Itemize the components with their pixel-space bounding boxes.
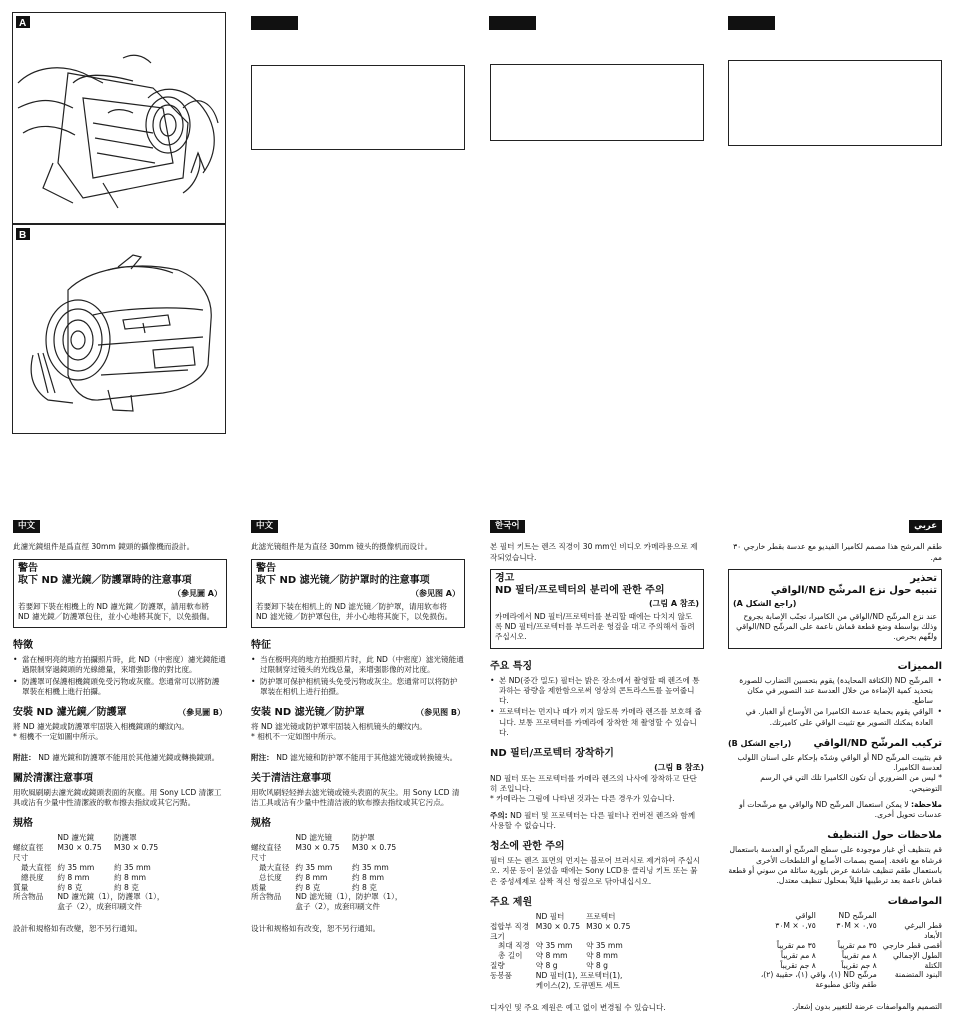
warning-title: تنبيه حول نزع المرشّح ND/الواقي: [771, 585, 937, 597]
attach-heading-row: [251, 707, 465, 719]
list-item: • المرشّح ND (الكثافة المحايدة) يقوم بتحسين التضارب للصورة بتحديد كمية الإضاءة من خلال العدسة عند التصوير في مكان ساطع.: [728, 676, 942, 707]
table-row: [13, 853, 171, 863]
table-cell: 約 8 mm: [57, 872, 90, 882]
attach-heading: 安装 ND 滤光镜／防护罩: [251, 707, 365, 719]
camera-remove-filter-illustration: [13, 13, 225, 223]
table-cell: 防护罩: [351, 833, 375, 843]
figure-b-attach-filter: [12, 224, 226, 434]
footer-note: التصميم والمواصفات عرضة للتغيير بدون إشعار.: [791, 1002, 942, 1012]
warning-box: [251, 559, 465, 628]
table-cell: ٨ مم تقريباً: [780, 950, 816, 960]
table-row: [490, 932, 636, 942]
table-cell: ND 濾光鏡（1），防護罩（1），: [57, 892, 165, 902]
attach-heading: تركيب المرشّح ND/الواقي: [813, 737, 942, 749]
table-cell: ٨ جم تقريباً: [780, 960, 816, 970]
note-text: ND 필터 및 프로텍터는 다른 필터나 컨버전 렌즈와 함께 사용할 수 없습니다.: [490, 810, 696, 830]
features-list: [490, 676, 704, 739]
note-text: ND 濾光鏡和防護罩不能用於其他濾光鏡或轉換鏡頭。: [38, 752, 220, 762]
column-simplified-chinese: [251, 520, 465, 934]
table-row: [251, 833, 409, 843]
features-heading: 주요 특징: [490, 660, 533, 672]
table-cell: 约 8 mm: [295, 872, 328, 882]
list-item: • 当在极明亮的地方拍摄照片时，此 ND（中密度）滤光镜能通过限制穿过镜头的光线总量，来增强影像的对比度。: [251, 655, 465, 676]
table-cell: 防護罩: [113, 833, 137, 843]
note-text: ND 滤光镜和防护罩不能用于其他滤光镜或转换镜头。: [276, 752, 458, 762]
table-cell: ND 濾光鏡: [57, 833, 95, 843]
table-cell: 约 35 mm: [351, 862, 389, 872]
warning-label: 警告: [256, 562, 276, 574]
table-cell: مرشّح ND (١)، واقي (١)، حقيبة (٢)،: [760, 970, 877, 980]
cleaning-text: 用吹風刷刷去濾光鏡或鏡頭表面的灰塵。用 Sony LCD 清潔工具或沾有少量中性清潔液的軟布擦去指紋或其它污點。: [13, 787, 222, 808]
table-row: [755, 980, 942, 990]
table-cell: 螺纹直径: [251, 843, 282, 853]
table-cell: [13, 902, 57, 912]
attach-note: * 相機不一定如圖中所示。: [13, 732, 103, 742]
table-cell: [586, 932, 636, 942]
attach-text: قم بتثبيت المرشّح ND أو الواقي وشدّه بإحكام على اسنان اللولب لعدسة الكاميرا.: [737, 752, 942, 773]
table-row: [251, 853, 409, 863]
table-cell: [57, 853, 114, 863]
table-cell: 總長度: [21, 872, 44, 882]
table-row: [755, 911, 942, 921]
table-cell: 約 35 mm: [113, 862, 151, 872]
column-arabic: [728, 520, 942, 1012]
table-row: [755, 970, 942, 980]
table-cell: 最大直径: [259, 862, 290, 872]
features-list: [728, 676, 942, 728]
table-cell: 所含物品: [251, 892, 282, 902]
table-cell: طقم وثائق مطبوعة: [815, 980, 877, 990]
figure-reference: (그림 B 참조): [654, 763, 704, 773]
table-cell: M30 × 0.75: [535, 921, 581, 931]
warning-title: 取下 ND 濾光鏡／防護罩時的注意事項: [18, 575, 192, 587]
warning-label: 경고: [495, 572, 515, 584]
intro-text: 此滤光镜组件是为直径 30mm 镜头的摄像机而设计。: [251, 542, 433, 552]
table-cell: 크기: [490, 931, 505, 941]
note-label: 附注：: [251, 752, 274, 762]
table-cell: ٠,٧٥ × ٣٠M: [775, 921, 816, 931]
figure-reference: （參見圖 B）: [178, 708, 227, 718]
table-cell: ٠,٧٥ × ٣٠M: [836, 921, 877, 931]
table-cell: [755, 931, 816, 941]
attach-text: 将 ND 滤光镜或防护罩牢固装入相机镜头的螺纹内。: [251, 722, 427, 732]
table-row: [490, 971, 636, 981]
table-row: [13, 892, 171, 902]
table-cell: 약 8 mm: [535, 951, 568, 961]
table-cell: 最大直徑: [21, 862, 52, 872]
table-cell: ٨ مم تقريباً: [841, 950, 877, 960]
attach-heading-row: [13, 707, 227, 719]
top-empty-box-2: [490, 64, 704, 141]
cleaning-heading: 關於清潔注意事項: [13, 772, 93, 784]
note: [728, 800, 942, 821]
table-row: [755, 931, 942, 941]
table-row: [490, 922, 636, 932]
figure-a-remove-filter: [12, 12, 226, 224]
svg-text:B: B: [19, 230, 27, 241]
table-cell: 質量: [13, 882, 29, 892]
table-cell: 约 8 克: [351, 882, 377, 892]
cleaning-heading: ملاحظات حول التنظيف: [827, 830, 942, 842]
table-row: [490, 941, 636, 951]
note-label: ملاحظة:: [911, 799, 942, 809]
cleaning-heading: 关于清洁注意事项: [251, 772, 331, 784]
note: [13, 753, 227, 763]
list-item: • 防护罩可保护相机镜头免受污物或灰尘。您通常可以将防护罩装在相机上进行拍摄。: [251, 677, 465, 698]
table-cell: [877, 911, 942, 921]
list-item: • الواقي يقوم بحماية عدسة الكاميرا من الأوساخ أو الغبار. في العادة يمكنك التصوير مع تثبيت الواقي على كاميرتك.: [728, 707, 942, 728]
cleaning-heading: 청소에 관한 주의: [490, 841, 565, 853]
note: [251, 753, 465, 763]
attach-heading: ND 필터/프로텍터 장착하기: [490, 748, 614, 760]
table-row: [490, 981, 636, 991]
footer-note: 设计和规格如有改变，恕不另行通知。: [251, 924, 381, 934]
table-cell: M30 × 0.75: [57, 843, 102, 853]
table-cell: 約 8 mm: [113, 872, 146, 882]
table-cell: الأبعاد: [924, 930, 942, 940]
table-row: [251, 902, 409, 912]
figure-reference: （参见图 B）: [416, 708, 465, 718]
figure-reference: （參見圖 A）: [173, 588, 222, 598]
features-heading: المميزات: [897, 660, 942, 672]
warning-text: 若要卸下裝在相機上的 ND 濾光鏡／防護罩，請用軟布將 ND 濾光鏡／防護罩包住，並小心地將其旋下，以免損傷。: [18, 601, 215, 621]
table-cell: أقصى قطر خارجي: [882, 940, 942, 950]
note-label: 주의:: [490, 810, 508, 820]
attach-heading-row: [728, 738, 942, 750]
table-row: [251, 892, 409, 902]
top-empty-box-3: [728, 60, 942, 146]
table-cell: [295, 853, 352, 863]
table-cell: ٨ جم تقريباً: [841, 960, 877, 970]
specs-heading: 规格: [251, 818, 271, 830]
table-cell: البنود المتضمنة: [894, 970, 942, 980]
list-item: • 프로텍터는 먼지나 때가 끼지 않도록 카메라 렌즈를 보호해 줍니다. 보통 프로텍터를 카메라에 장착한 채 촬영할 수 있습니다.: [490, 707, 704, 738]
warning-title: ND 필터/프로텍터의 분리에 관한 주의: [495, 585, 665, 597]
table-row: [755, 921, 942, 931]
warning-text: 카메라에서 ND 필터/프로텍터를 분리할 때에는 다치지 않도록 ND 필터/프로텍터를 부드러운 헝겊을 대고 주의해서 돌려 주십시오.: [495, 611, 695, 642]
svg-text:A: A: [19, 18, 27, 29]
table-cell: 동봉품: [490, 970, 513, 980]
table-row: [755, 961, 942, 971]
table-cell: M30 × 0.75: [351, 843, 397, 853]
table-cell: 约 8 mm: [351, 872, 384, 882]
table-cell: 약 8 g: [535, 961, 558, 971]
table-cell: M30 × 0.75: [113, 843, 159, 853]
table-cell: 所含物品: [13, 892, 44, 902]
features-heading: 特徵: [13, 640, 33, 652]
table-cell: [816, 931, 877, 941]
language-tag: 中文: [251, 520, 278, 533]
table-cell: 尺寸: [251, 852, 267, 862]
note-label: 附註：: [13, 752, 36, 762]
column-korean: [490, 520, 704, 1013]
attach-note: * 相机不一定如图中所示。: [251, 732, 341, 742]
table-cell: ND 필터(1), 프로텍터(1),: [535, 970, 623, 980]
table-row: [251, 873, 409, 883]
table-cell: 약 35 mm: [535, 941, 573, 951]
language-tag: 中文: [13, 520, 40, 533]
table-row: [13, 873, 171, 883]
specs-heading: المواصفات: [887, 896, 942, 908]
figure-reference: （参见图 A）: [411, 588, 460, 598]
warning-box: [728, 569, 942, 649]
figure-reference: (راجع الشكل A): [733, 598, 797, 608]
table-cell: [251, 902, 295, 912]
table-cell: 케이스(2), 도큐멘트 세트: [535, 980, 620, 990]
table-cell: الكتلة: [924, 960, 942, 970]
table-row: [13, 902, 171, 912]
top-black-bar-3: [728, 16, 775, 30]
table-cell: ND 滤光镜（1），防护罩（1），: [295, 892, 403, 902]
table-cell: 총 길이: [498, 951, 523, 961]
table-row: [13, 883, 171, 893]
list-item: • 防護罩可保護相機鏡頭免受污物或灰塵。您通常可以將防護罩裝在相機上進行拍攝。: [13, 677, 227, 698]
specs-table: [755, 911, 942, 990]
table-cell: قطر البرغي: [904, 921, 942, 931]
table-row: [490, 961, 636, 971]
list-item: • 본 ND(중간 밀도) 필터는 밝은 장소에서 촬영할 때 렌즈에 통과하는 광량을 제한함으로써 영상의 콘트라스트를 높여줍니다.: [490, 676, 704, 707]
features-heading: 特征: [251, 640, 271, 652]
features-list: [13, 655, 227, 697]
table-cell: [490, 912, 536, 922]
intro-text: طقم المرشح هذا مصمم لكاميرا الفيديو مع عدسة بقطر خارجي ٣٠ مم.: [733, 542, 942, 562]
warning-text: عند نزع المرشّح ND/الواقي من الكاميرا، تجنّب الإصابة بجروح وذلك بواسطة وضع قطعة قماش ناعمة على المرشّح ND/الواقي ولفّهم بحرص.: [736, 611, 937, 642]
figure-reference: (그림 A 참조): [649, 598, 699, 608]
table-cell: ٣٥ مم تقريباً: [776, 940, 816, 950]
table-cell: 約 8 克: [113, 882, 139, 892]
attach-text: 將 ND 濾光鏡或防護罩牢固裝入相機鏡頭的螺紋內。: [13, 722, 189, 732]
table-row: [490, 912, 636, 922]
table-row: [251, 843, 409, 853]
table-cell: 约 8 克: [295, 882, 321, 892]
table-cell: ND 필터: [535, 911, 565, 921]
top-black-bar-2: [489, 16, 536, 30]
table-cell: [352, 853, 409, 863]
specs-table: [251, 833, 409, 912]
specs-heading: 주요 제원: [490, 896, 533, 908]
language-tag: عربي: [909, 520, 942, 533]
column-traditional-chinese: [13, 520, 227, 934]
specs-table: [490, 912, 636, 991]
attach-heading: 安裝 ND 濾光鏡／防護罩: [13, 707, 127, 719]
specs-table: [13, 833, 171, 912]
table-cell: M30 × 0.75: [295, 843, 340, 853]
footer-note: 디자인 및 주요 제원은 예고 없이 변경될 수 있습니다.: [490, 1002, 666, 1012]
top-empty-box-1: [251, 65, 465, 150]
table-row: [13, 843, 171, 853]
camcorder-illustration: [13, 225, 225, 433]
table-row: [13, 833, 171, 843]
cleaning-text: 필터 또는 렌즈 표면의 먼지는 블로어 브러시로 제거하여 주십시오. 지문 등이 묻었을 때에는 Sony LCD용 클리닝 키트 또는 묽은 중성세제로 살짝 적신 헝겊으로 닦아내십시오.: [490, 856, 701, 886]
specs-heading: 規格: [13, 818, 33, 830]
table-cell: 螺紋直徑: [13, 843, 44, 853]
features-list: [251, 655, 465, 697]
table-cell: 약 8 g: [586, 961, 608, 971]
warning-box: [490, 569, 704, 649]
top-black-bar-1: [251, 16, 298, 30]
language-tag: 한국어: [490, 520, 525, 533]
table-row: [13, 863, 171, 873]
table-row: [755, 941, 942, 951]
table-cell: 总长度: [259, 872, 282, 882]
warning-text: 若要卸下装在相机上的 ND 滤光镜／防护罩，请用软布将 ND 滤光镜／防护罩包住，并小心地将其旋下，以免损伤。: [256, 601, 453, 621]
note: [490, 811, 704, 832]
table-cell: 약 8 mm: [586, 951, 618, 961]
table-cell: 접합부 직경: [490, 921, 530, 931]
table-cell: [877, 980, 942, 990]
warning-label: تحذير: [910, 572, 937, 584]
note-text: لا يمكن استعمال المرشّح ND والواقي مع مرشّحات أو عدسات تحويل أخرى.: [739, 799, 942, 820]
table-cell: 約 8 克: [57, 882, 83, 892]
table-cell: 최대 직경: [498, 941, 530, 951]
table-cell: 盒子（2），成套印刷文件: [57, 902, 142, 912]
table-cell: 프로텍터: [586, 911, 616, 921]
table-cell: الواقي: [795, 911, 816, 921]
cleaning-text: 用吹风刷轻轻掸去滤光镜或镜头表面的灰尘。用 Sony LCD 清洁工具或沾有少量中性清洁液的软布擦去指纹或其它污点。: [251, 787, 460, 808]
table-cell: M30 × 0.75: [586, 921, 631, 931]
figure-reference: (راجع الشكل B): [728, 738, 792, 748]
table-cell: 약 35 mm: [586, 941, 623, 951]
cleaning-text: قم بتنظيف أي غبار موجودة على سطح المرشّح أو العدسة باستعمال فرشاة مع نافخة. إمسح بصمات الأصابع أو التلطخات الأخرى باستعمال طقم تنظيف شاشة عرض بلورية سائلة من سوني أو قطعة قماش ناعمة بعد ترطيبها قليلاً بمحلول تنظيف معتدل.: [728, 845, 942, 886]
table-cell: 尺寸: [13, 852, 29, 862]
table-cell: ٣٥ مم تقريباً: [837, 940, 877, 950]
table-cell: [490, 981, 536, 991]
table-cell: [536, 932, 586, 942]
table-row: [251, 883, 409, 893]
attach-note: * ليس من الضروري أن تكون الكاميرا تلك التي في الرسم التوضيحي.: [760, 773, 942, 793]
table-cell: 盒子（2），成套印刷文件: [295, 902, 380, 912]
intro-text: 본 필터 키트는 렌즈 직경이 30 mm인 비디오 카메라용으로 제작되었습니다.: [490, 542, 698, 562]
table-cell: 约 35 mm: [295, 862, 333, 872]
table-row: [755, 951, 942, 961]
table-cell: 질량: [490, 961, 505, 971]
warning-title: 取下 ND 滤光镜／防护罩时的注意事项: [256, 575, 430, 587]
attach-text: ND 필터 또는 프로텍터를 카메라 렌즈의 나사에 장착하고 단단히 조입니다.: [490, 773, 697, 794]
table-cell: 約 35 mm: [57, 862, 95, 872]
table-cell: ND 滤光镜: [295, 833, 333, 843]
table-cell: [13, 833, 57, 843]
warning-box: [13, 559, 227, 628]
table-row: [251, 863, 409, 873]
table-row: [490, 951, 636, 961]
footer-note: 設計和規格如有改變，恕不另行通知。: [13, 924, 143, 934]
attach-note: * 카메라는 그림에 나타낸 것과는 다른 경우가 있습니다.: [490, 794, 675, 804]
list-item: • 當在極明亮的地方拍攝照片時，此 ND（中密度）濾光鏡能通過限制穿過鏡頭的光線總量，來增強影像的對比度。: [13, 655, 227, 676]
table-cell: [251, 833, 295, 843]
table-cell: الطول الإجمالي: [893, 950, 942, 960]
table-cell: [114, 853, 171, 863]
table-cell: المرشّح ND: [838, 911, 877, 921]
intro-text: 此濾光鏡組件是爲直徑 30mm 鏡頭的攝像機而設計。: [13, 542, 195, 552]
table-cell: 质量: [251, 882, 267, 892]
warning-label: 警告: [18, 562, 38, 574]
